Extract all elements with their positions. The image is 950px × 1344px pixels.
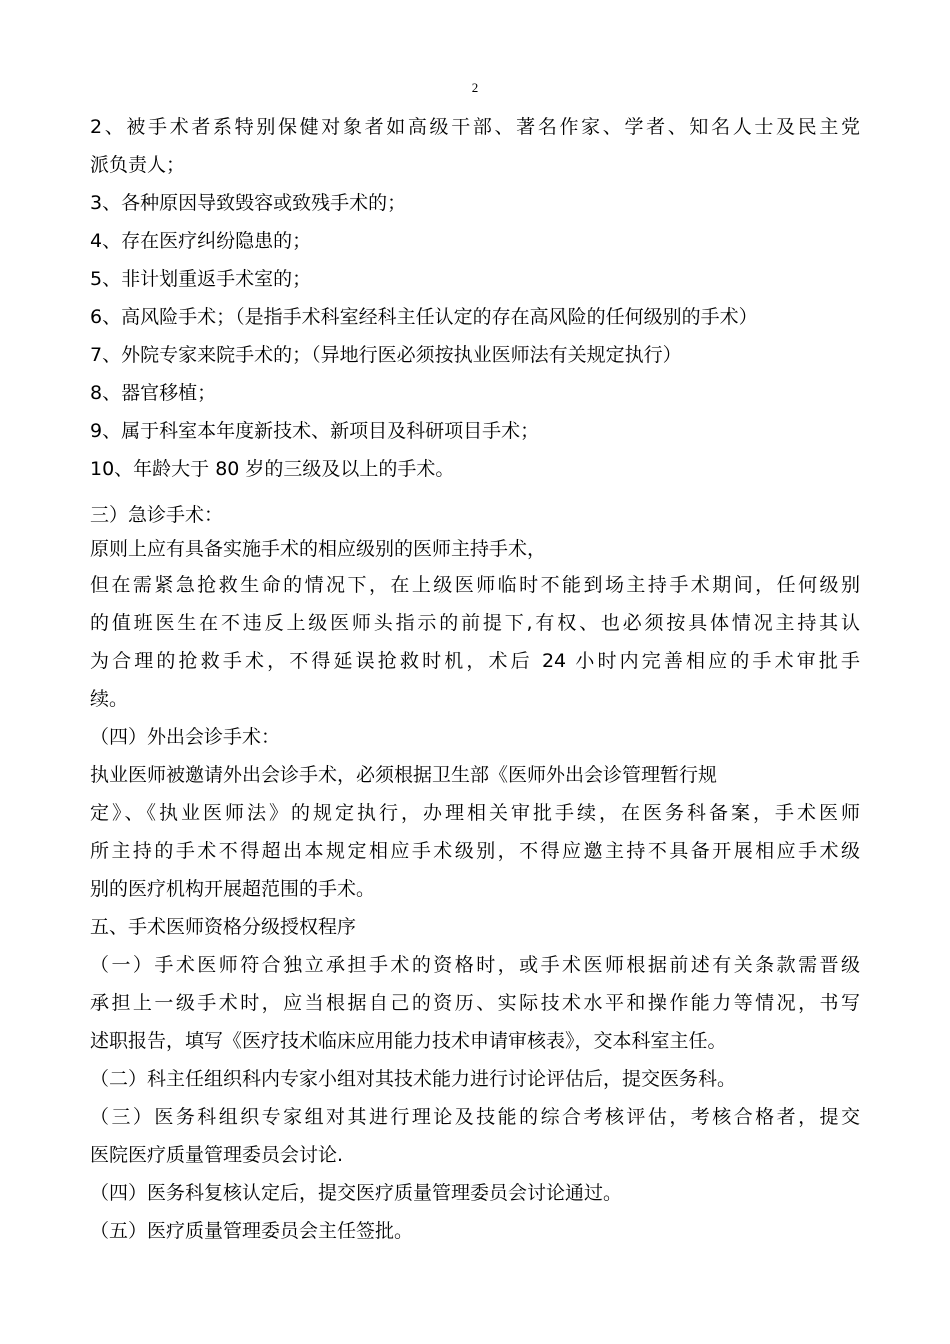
section-heading: （四）外出会诊手术： — [90, 726, 281, 748]
text-line: （一）手术医师符合独立承担手术的资格时，或手术医师根据前述有关条款需晋级 — [90, 954, 860, 976]
text-line: 派负责人； — [90, 154, 186, 176]
text-line: 述职报告，填写《医疗技术临床应用能力技术申请审核表》，交本科室主任。 — [90, 1030, 727, 1052]
text-line: 所主持的手术不得超出本规定相应手术级别，不得应邀主持不具备开展相应手术级 — [90, 840, 860, 862]
section-heading: 三）急诊手术： — [90, 504, 224, 526]
text-line: （四）医务科复核认定后，提交医疗质量管理委员会讨论通过。 — [90, 1182, 623, 1204]
text-line: 定》、《执业医师法》的规定执行，办理相关审批手续，在医务科备案，手术医师 — [90, 802, 860, 824]
text-line: 执业医师被邀请外出会诊手术，必须根据卫生部《医师外出会诊管理暂行规 — [90, 764, 718, 786]
text-line: 别的医疗机构开展超范围的手术。 — [90, 878, 376, 900]
text-line: 2、被手术者系特别保健对象者如高级干部、著名作家、学者、知名人士及民主党 — [90, 116, 860, 138]
text-line: 9、属于科室本年度新技术、新项目及科研项目手术； — [90, 420, 540, 442]
text-line: 5、非计划重返手术室的； — [90, 268, 312, 290]
text-line: （二）科主任组织科内专家小组对其技术能力进行讨论评估后，提交医务科。 — [90, 1068, 737, 1090]
text-line: 医院医疗质量管理委员会讨论. — [90, 1144, 344, 1166]
text-line: 的值班医生在不违反上级医师头指示的前提下,有权、也必须按具体情况主持其认 — [90, 612, 860, 634]
text-line: 续。 — [90, 688, 129, 710]
text-line: 但在需紧急抢救生命的情况下，在上级医师临时不能到场主持手术期间，任何级别 — [90, 574, 860, 596]
text-line: 3、各种原因导致毁容或致残手术的； — [90, 192, 407, 214]
text-line: 7、外院专家来院手术的；（异地行医必须按执业医师法有关规定执行） — [90, 344, 682, 366]
document-body — [90, 108, 860, 1250]
text-line: 承担上一级手术时，应当根据自己的资历、实际技术水平和操作能力等情况，书写 — [90, 992, 860, 1014]
text-line: 8、器官移植； — [90, 382, 217, 404]
text-line: 10、年龄大于 80 岁的三级及以上的手术。 — [90, 458, 455, 480]
page-number: 2 — [471, 80, 479, 95]
text-line: 原则上应有具备实施手术的相应级别的医师主持手术， — [90, 538, 547, 560]
section-heading: 五、手术医师资格分级授权程序 — [90, 916, 357, 938]
text-line: 为合理的抢救手术，不得延误抢救时机，术后 24 小时内完善相应的手术审批手 — [90, 650, 860, 672]
text-line: 6、高风险手术；（是指手术科室经科主任认定的存在高风险的任何级别的手术） — [90, 306, 758, 328]
text-line: （三）医务科组织专家组对其进行理论及技能的综合考核评估，考核合格者，提交 — [90, 1106, 860, 1128]
text-line: 4、存在医疗纠纷隐患的； — [90, 230, 312, 252]
text-line: （五）医疗质量管理委员会主任签批。 — [90, 1220, 414, 1242]
